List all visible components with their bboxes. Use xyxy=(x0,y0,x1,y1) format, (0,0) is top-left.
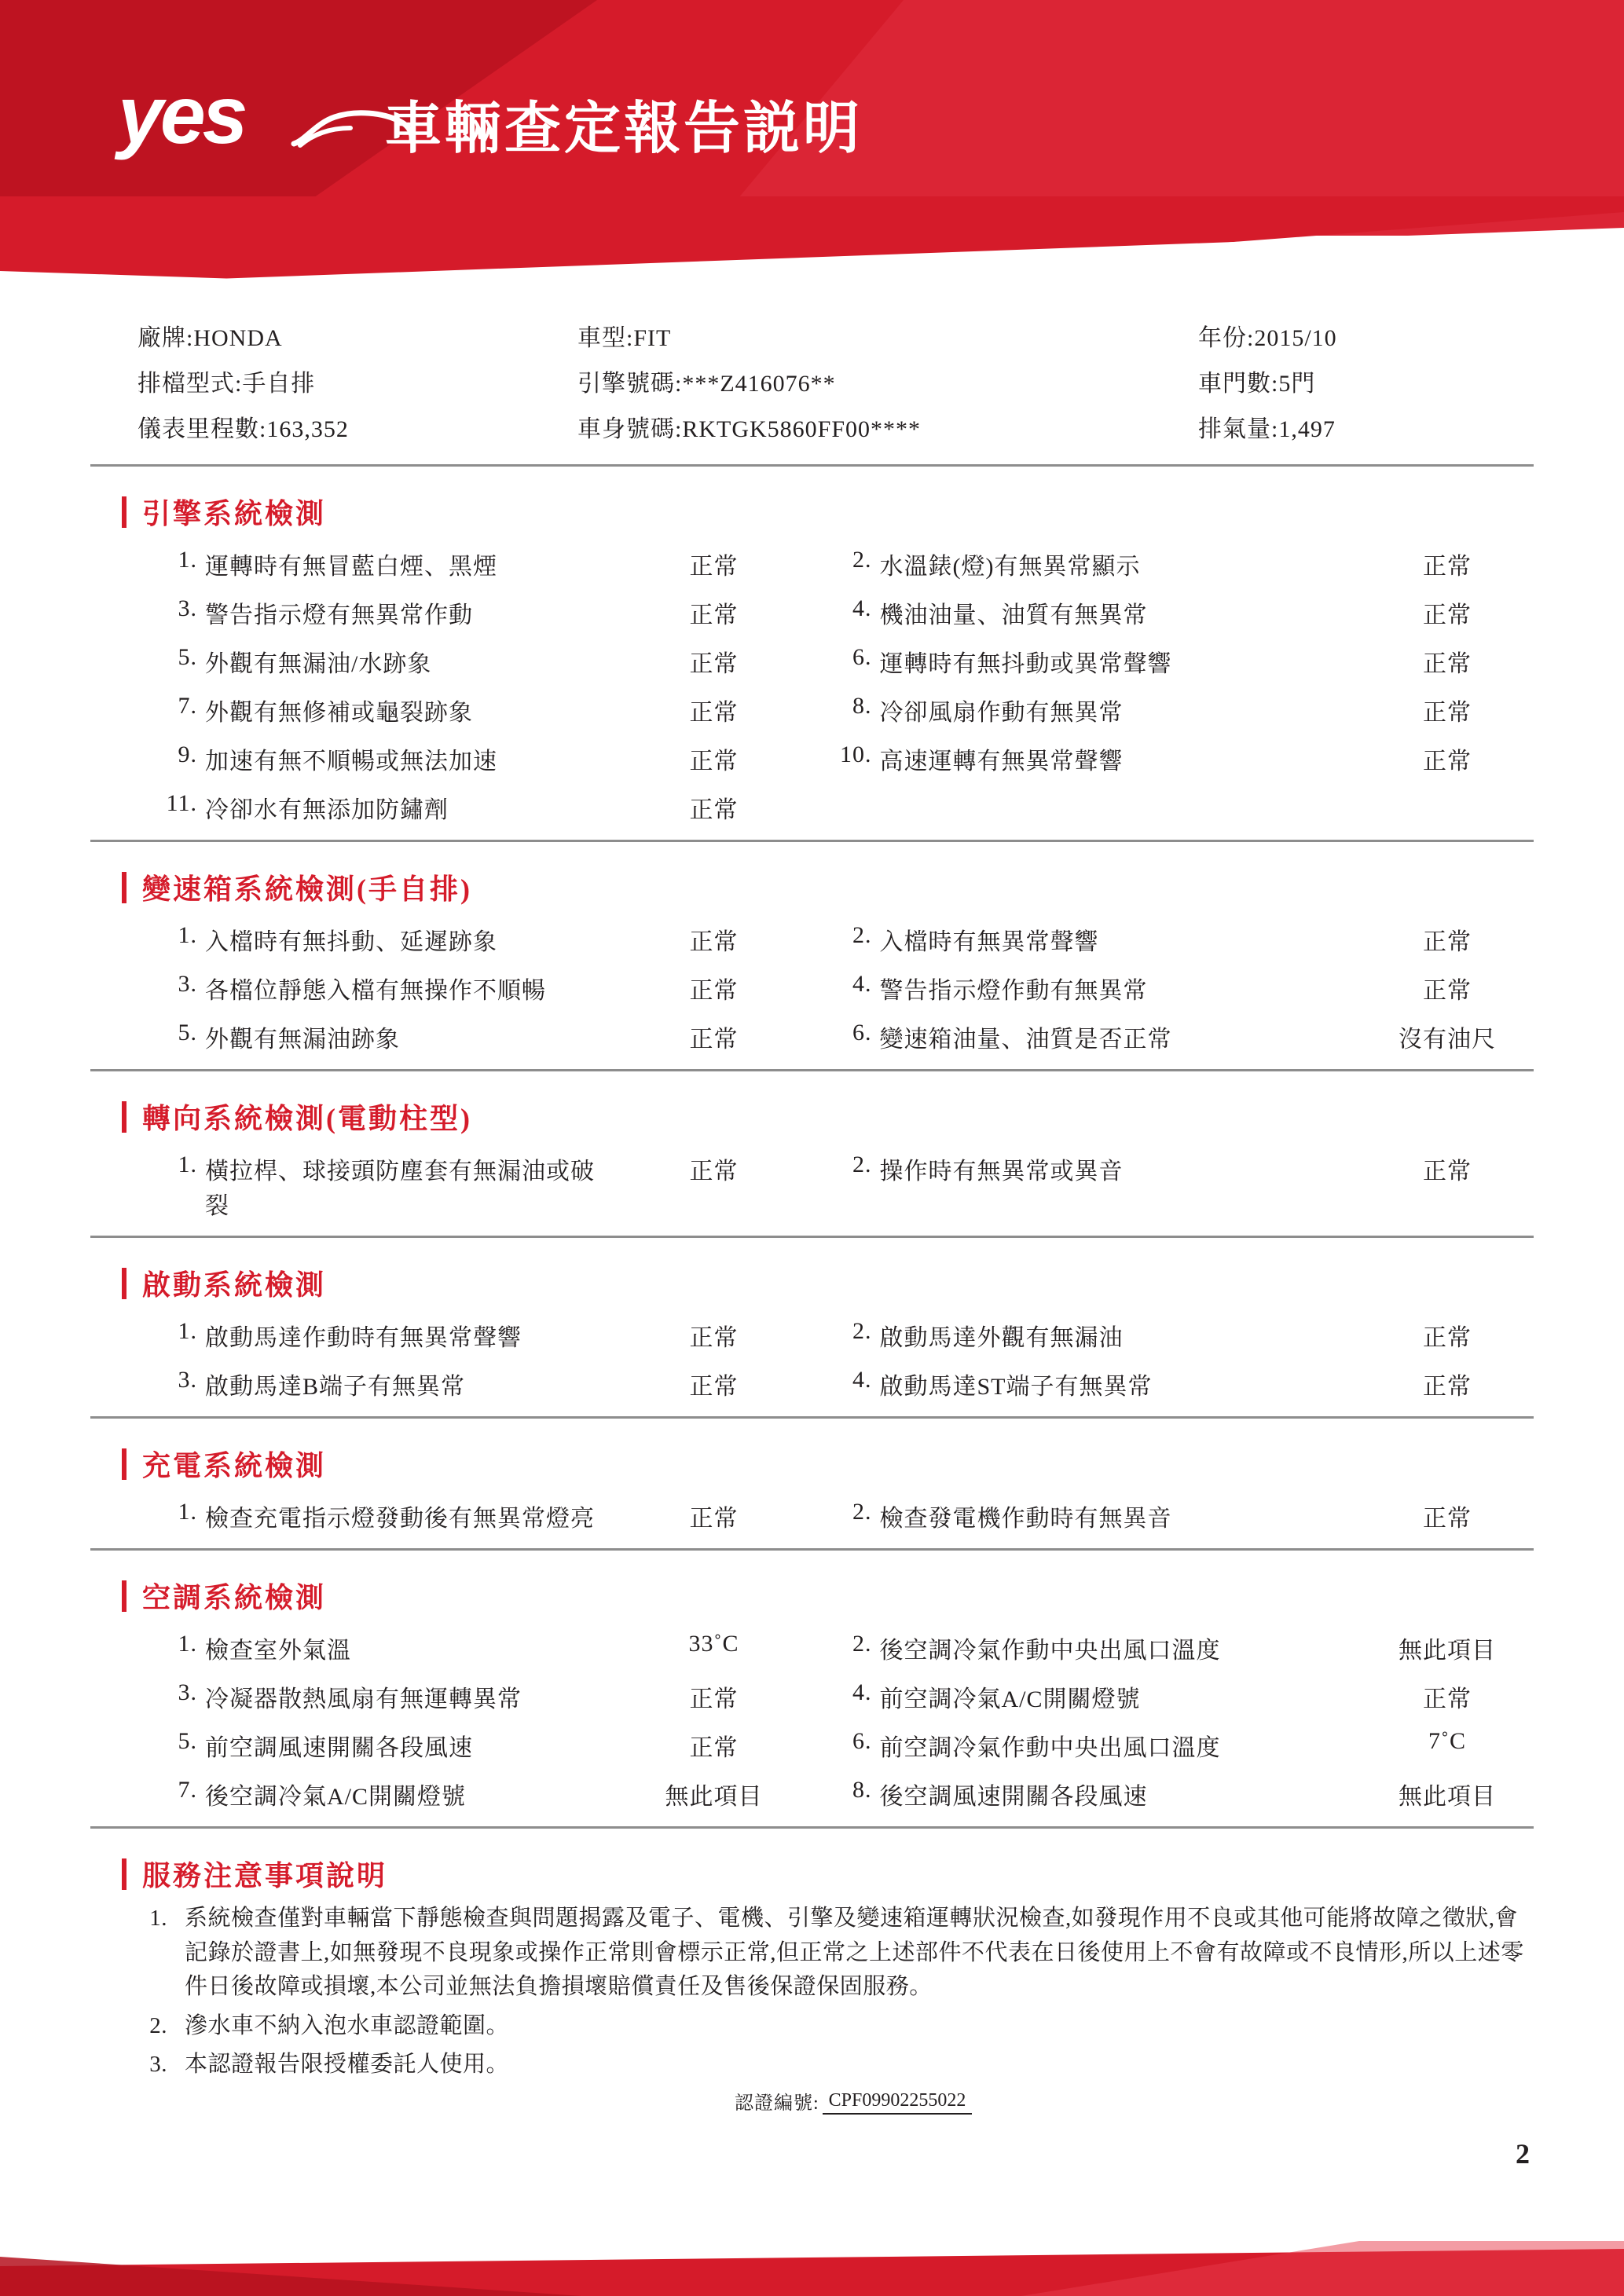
item-number: 4. xyxy=(852,971,872,997)
inspection-row xyxy=(90,1672,1534,1721)
inspection-row xyxy=(90,588,1534,637)
item-result: 無此項目 xyxy=(1399,1784,1496,1810)
item-number: 4. xyxy=(852,1367,872,1393)
item-result: 正常 xyxy=(1423,749,1472,774)
item-label: 前空調冷氣A/C開關燈號 xyxy=(879,1686,1141,1712)
item-result: 正常 xyxy=(689,602,739,628)
inspection-item xyxy=(812,922,1534,957)
item-label: 檢查發電機作動時有無異音 xyxy=(879,1506,1172,1532)
item-number xyxy=(812,790,880,825)
item-label: 冷卻風扇作動有無異常 xyxy=(879,700,1124,726)
service-notes-section xyxy=(90,1829,1534,2115)
vehicle-info-row xyxy=(90,409,1534,444)
item-label: 運轉時有無抖動或異常聲響 xyxy=(879,651,1172,677)
item-label: 外觀有無修補或龜裂跡象 xyxy=(205,700,473,726)
inspection-item xyxy=(812,790,1534,825)
item-result: 正常 xyxy=(689,1374,739,1400)
note-number: 3. xyxy=(149,2052,167,2077)
inspection-item xyxy=(812,1020,1534,1054)
vehicle-field-model: 車型:FIT xyxy=(577,325,672,351)
inspection-row xyxy=(90,1360,1534,1408)
note-text: 滲水車不納入泡水車認證範圍。 xyxy=(185,2012,510,2038)
inspection-item-list xyxy=(90,540,1534,832)
item-result: 正常 xyxy=(689,1506,739,1532)
item-label: 入檔時有無抖動、延遲跡象 xyxy=(205,929,497,955)
item-number: 6. xyxy=(852,1020,872,1045)
vehicle-field-model-value: FIT xyxy=(633,325,672,351)
inspection-item-list xyxy=(90,1624,1534,1818)
inspection-row xyxy=(90,686,1534,734)
inspection-row xyxy=(90,1721,1534,1770)
item-label: 冷凝器散熱風扇有無運轉異常 xyxy=(205,1686,522,1712)
item-result: 正常 xyxy=(689,797,739,823)
section-title: 啟動系統檢測 xyxy=(142,1269,327,1301)
inspection-item xyxy=(90,547,812,581)
inspection-item xyxy=(812,1777,1534,1811)
inspection-section xyxy=(90,467,1534,842)
item-number: 2. xyxy=(852,1318,872,1344)
inspection-item xyxy=(812,644,1534,679)
vehicle-field-brand-value: HONDA xyxy=(193,325,283,351)
item-result: 正常 xyxy=(689,1325,739,1351)
item-label: 水溫錶(燈)有無異常顯示 xyxy=(879,554,1141,580)
item-number: 1. xyxy=(178,1152,197,1177)
vehicle-field-mileage-label: 儀表里程數 xyxy=(137,416,259,442)
inspection-section xyxy=(90,1419,1534,1551)
note-number: 2. xyxy=(149,2012,167,2038)
item-label: 入檔時有無異常聲響 xyxy=(879,929,1099,955)
item-label: 啟動馬達B端子有無異常 xyxy=(205,1374,466,1400)
section-accent-bar xyxy=(122,1268,126,1299)
item-number: 2. xyxy=(852,1631,872,1657)
item-label: 檢查室外氣溫 xyxy=(205,1638,351,1664)
section-header xyxy=(122,1097,1534,1137)
inspection-item xyxy=(812,971,1534,1005)
section-accent-bar xyxy=(122,1580,126,1612)
item-label: 外觀有無漏油/水跡象 xyxy=(205,651,432,677)
vehicle-field-doors-value: 5門 xyxy=(1278,371,1316,397)
item-label: 後空調冷氣A/C開關燈號 xyxy=(205,1784,467,1810)
inspection-item xyxy=(812,693,1534,727)
section-header xyxy=(122,1576,1534,1616)
section-title: 轉向系統檢測(電動柱型) xyxy=(142,1103,472,1134)
inspection-section xyxy=(90,1551,1534,1829)
inspection-item xyxy=(812,1318,1534,1353)
item-result: 正常 xyxy=(1423,700,1472,726)
item-label: 後空調冷氣作動中央出風口溫度 xyxy=(879,1638,1221,1664)
item-result: 正常 xyxy=(1423,1506,1472,1532)
note-text: 系統檢查僅對車輛當下靜態檢查與問題揭露及電子、電機、引擎及變速箱運轉狀況檢查,如發現作用不良或其他可能將故障之徵狀,會記錄於證書上,如無發現不良現象或操作正常則會標示正常,但正常之上述部件不代表在日後使用上不會有故障或不良情形,所以上述零件日後故障或損壞,本公司並無法負擔損壞賠償責任及售後保證保固服務。 xyxy=(185,1906,1524,1999)
item-number: 4. xyxy=(852,595,872,621)
item-result: 沒有油尺 xyxy=(1399,1027,1496,1053)
item-result: 正常 xyxy=(1423,651,1472,677)
inspection-section xyxy=(90,842,1534,1071)
item-number: 1. xyxy=(178,1631,197,1657)
inspection-item xyxy=(812,1367,1534,1401)
inspection-item-list xyxy=(90,1492,1534,1540)
item-label: 高速運轉有無異常聲響 xyxy=(879,749,1124,774)
item-number: 3. xyxy=(178,595,197,621)
item-result: 無此項目 xyxy=(665,1784,763,1810)
inspection-item xyxy=(812,1631,1534,1665)
item-number: 1. xyxy=(178,1318,197,1344)
inspection-row xyxy=(90,1492,1534,1540)
item-number: 6. xyxy=(852,1728,872,1754)
certificate-number-label: 認證編號: xyxy=(735,2093,819,2114)
inspection-item xyxy=(90,1728,812,1763)
certificate-number xyxy=(735,2087,1534,2115)
inspection-item xyxy=(812,1499,1534,1533)
section-header xyxy=(122,492,1534,532)
item-result: 正常 xyxy=(689,1735,739,1761)
inspection-item xyxy=(90,693,812,727)
item-result: 33˚C xyxy=(688,1631,739,1657)
item-label: 加速有無不順暢或無法加速 xyxy=(205,749,497,774)
vehicle-field-transmission-value: 手自排 xyxy=(242,371,316,397)
section-accent-bar xyxy=(122,1101,126,1133)
item-label: 變速箱油量、油質是否正常 xyxy=(879,1027,1172,1053)
service-notes-header xyxy=(122,1854,1534,1894)
inspection-row xyxy=(90,734,1534,783)
service-note-item xyxy=(90,2048,1534,2082)
item-label: 警告指示燈作動有無異常 xyxy=(879,978,1148,1004)
item-label: 警告指示燈有無異常作動 xyxy=(205,602,473,628)
inspection-sections xyxy=(90,467,1534,1829)
item-result: 正常 xyxy=(1423,1325,1472,1351)
vehicle-field-transmission-label: 排檔型式 xyxy=(137,371,235,397)
item-label: 前空調冷氣作動中央出風口溫度 xyxy=(879,1735,1221,1761)
inspection-section xyxy=(90,1071,1534,1238)
section-title: 空調系統檢測 xyxy=(142,1582,327,1613)
vehicle-info-block xyxy=(90,318,1534,467)
item-number: 5. xyxy=(178,1728,197,1754)
item-number: 4. xyxy=(852,1679,872,1705)
inspection-item xyxy=(90,1777,812,1811)
section-accent-bar xyxy=(122,496,126,528)
item-label: 橫拉桿、球接頭防塵套有無漏油或破裂 xyxy=(205,1159,595,1219)
item-label xyxy=(880,790,1362,825)
vehicle-field-doors: 車門數:5門 xyxy=(1198,371,1316,397)
item-result: 7˚C xyxy=(1428,1728,1466,1754)
item-result: 正常 xyxy=(689,978,739,1004)
page-header xyxy=(0,0,1624,283)
brand-logo xyxy=(118,70,377,177)
inspection-row xyxy=(90,1311,1534,1360)
inspection-item xyxy=(90,1499,812,1533)
vehicle-field-doors-label: 車門數 xyxy=(1198,371,1271,397)
inspection-item xyxy=(90,595,812,630)
item-result: 無此項目 xyxy=(1399,1638,1496,1664)
item-number: 7. xyxy=(178,693,197,719)
item-label: 機油油量、油質有無異常 xyxy=(879,602,1148,628)
inspection-item xyxy=(90,1631,812,1665)
inspection-row xyxy=(90,964,1534,1013)
vehicle-field-mileage: 儀表里程數:163,352 xyxy=(137,416,349,442)
item-label: 前空調風速開關各段風速 xyxy=(205,1735,473,1761)
item-result: 正常 xyxy=(1423,1374,1472,1400)
item-number: 9. xyxy=(178,742,197,767)
item-label: 運轉時有無冒藍白煙、黑煙 xyxy=(205,554,497,580)
vehicle-field-displacement-label: 排氣量 xyxy=(1198,416,1271,442)
inspection-item-list xyxy=(90,1311,1534,1408)
item-number: 5. xyxy=(178,1020,197,1045)
logo-text: yes xyxy=(118,70,245,161)
item-label: 各檔位靜態入檔有無操作不順暢 xyxy=(205,978,546,1004)
vehicle-field-year: 年份:2015/10 xyxy=(1198,325,1337,351)
inspection-item-list xyxy=(90,915,1534,1061)
item-number: 3. xyxy=(178,971,197,997)
inspection-row xyxy=(90,1013,1534,1061)
service-notes-title: 服務注意事項說明 xyxy=(142,1860,388,1891)
page-footer xyxy=(0,2210,1624,2296)
inspection-item xyxy=(812,1152,1534,1221)
item-number: 3. xyxy=(178,1679,197,1705)
item-number: 1. xyxy=(178,922,197,948)
inspection-item xyxy=(90,742,812,776)
note-number: 1. xyxy=(149,1906,167,1931)
item-result: 正常 xyxy=(689,929,739,955)
section-accent-bar xyxy=(122,872,126,903)
section-accent-bar xyxy=(122,1448,126,1480)
inspection-item xyxy=(812,1728,1534,1763)
vehicle-info-row xyxy=(90,318,1534,353)
item-result: 正常 xyxy=(689,651,739,677)
item-label: 後空調風速開關各段風速 xyxy=(879,1784,1148,1810)
item-number: 2. xyxy=(852,547,872,573)
section-header xyxy=(122,1263,1534,1303)
item-result: 正常 xyxy=(689,749,739,774)
item-number: 8. xyxy=(852,693,872,719)
vehicle-info-row xyxy=(90,364,1534,398)
inspection-section xyxy=(90,1238,1534,1419)
service-note-item xyxy=(90,2009,1534,2044)
item-number: 11. xyxy=(166,790,197,816)
item-number: 2. xyxy=(852,1152,872,1177)
section-title: 引擎系統檢測 xyxy=(142,498,327,529)
item-result: 正常 xyxy=(689,1686,739,1712)
service-note-item xyxy=(90,1902,1534,2005)
section-title: 充電系統檢測 xyxy=(142,1450,327,1481)
note-text: 本認證報告限授權委託人使用。 xyxy=(185,2052,510,2077)
item-label: 啟動馬達ST端子有無異常 xyxy=(879,1374,1153,1400)
item-label: 外觀有無漏油跡象 xyxy=(205,1027,400,1053)
item-result: 正常 xyxy=(689,1159,739,1185)
item-label: 啟動馬達作動時有無異常聲響 xyxy=(205,1325,522,1351)
item-number: 10. xyxy=(840,742,872,767)
section-accent-bar xyxy=(122,1858,126,1890)
vehicle-field-engine-no-label: 引擎號碼 xyxy=(577,371,675,397)
inspection-item xyxy=(812,595,1534,630)
inspection-row xyxy=(90,1770,1534,1818)
inspection-row xyxy=(90,915,1534,964)
inspection-item xyxy=(90,1367,812,1401)
vehicle-field-engine-no-value: ***Z416076** xyxy=(682,371,836,397)
vehicle-field-displacement-value: 1,497 xyxy=(1278,416,1336,442)
inspection-row xyxy=(90,1144,1534,1228)
inspection-item xyxy=(90,1020,812,1054)
item-number: 2. xyxy=(852,1499,872,1525)
certificate-number-value: CPF09902255022 xyxy=(823,2090,973,2115)
page-number: 2 xyxy=(1516,2138,1530,2170)
inspection-row xyxy=(90,783,1534,832)
vehicle-field-year-label: 年份 xyxy=(1198,325,1247,351)
page-content xyxy=(0,318,1624,2115)
vehicle-field-vin-value: RKTGK5860FF00**** xyxy=(682,416,922,442)
item-number: 3. xyxy=(178,1367,197,1393)
section-header xyxy=(122,867,1534,907)
service-notes-list xyxy=(90,1902,1534,2082)
vehicle-field-engine-no: 引擎號碼:***Z416076** xyxy=(577,371,836,397)
inspection-item xyxy=(90,1318,812,1353)
vehicle-field-brand-label: 廠牌 xyxy=(137,325,186,351)
inspection-item xyxy=(812,742,1534,776)
vehicle-field-vin: 車身號碼:RKTGK5860FF00**** xyxy=(577,416,922,442)
item-result: 正常 xyxy=(1423,978,1472,1004)
page-title: 車輛查定報告説明 xyxy=(385,97,863,160)
vehicle-field-brand: 廠牌:HONDA xyxy=(137,325,283,351)
item-result: 正常 xyxy=(689,1027,739,1053)
inspection-item-list xyxy=(90,1144,1534,1228)
item-number: 6. xyxy=(852,644,872,670)
item-result: 正常 xyxy=(1423,602,1472,628)
inspection-item xyxy=(90,790,812,825)
item-result xyxy=(1361,790,1534,825)
inspection-row xyxy=(90,637,1534,686)
item-number: 7. xyxy=(178,1777,197,1803)
vehicle-field-mileage-value: 163,352 xyxy=(266,416,349,442)
inspection-item xyxy=(90,971,812,1005)
vehicle-field-transmission: 排檔型式:手自排 xyxy=(137,371,316,397)
item-number: 5. xyxy=(178,644,197,670)
inspection-item xyxy=(812,547,1534,581)
item-result: 正常 xyxy=(1423,554,1472,580)
item-number: 1. xyxy=(178,547,197,573)
section-title: 變速箱系統檢測(手自排) xyxy=(142,873,472,905)
item-result: 正常 xyxy=(1423,929,1472,955)
item-label: 操作時有無異常或異音 xyxy=(879,1159,1124,1185)
item-result: 正常 xyxy=(689,554,739,580)
item-number: 1. xyxy=(178,1499,197,1525)
inspection-item xyxy=(90,644,812,679)
inspection-row xyxy=(90,1624,1534,1672)
item-result: 正常 xyxy=(1423,1159,1472,1185)
inspection-item xyxy=(812,1679,1534,1714)
inspection-item xyxy=(90,922,812,957)
vehicle-field-model-label: 車型 xyxy=(577,325,626,351)
vehicle-field-vin-label: 車身號碼 xyxy=(577,416,675,442)
item-label: 啟動馬達外觀有無漏油 xyxy=(879,1325,1124,1351)
item-number: 2. xyxy=(852,922,872,948)
section-header xyxy=(122,1444,1534,1484)
vehicle-field-displacement: 排氣量:1,497 xyxy=(1198,416,1336,442)
vehicle-field-year-value: 2015/10 xyxy=(1254,325,1337,351)
inspection-item xyxy=(90,1679,812,1714)
inspection-item xyxy=(90,1152,812,1221)
item-number: 8. xyxy=(852,1777,872,1803)
item-label: 冷卻水有無添加防鏽劑 xyxy=(205,797,449,823)
item-label: 檢查充電指示燈發動後有無異常燈亮 xyxy=(205,1506,595,1532)
inspection-row xyxy=(90,540,1534,588)
item-result: 正常 xyxy=(689,700,739,726)
item-result: 正常 xyxy=(1423,1686,1472,1712)
